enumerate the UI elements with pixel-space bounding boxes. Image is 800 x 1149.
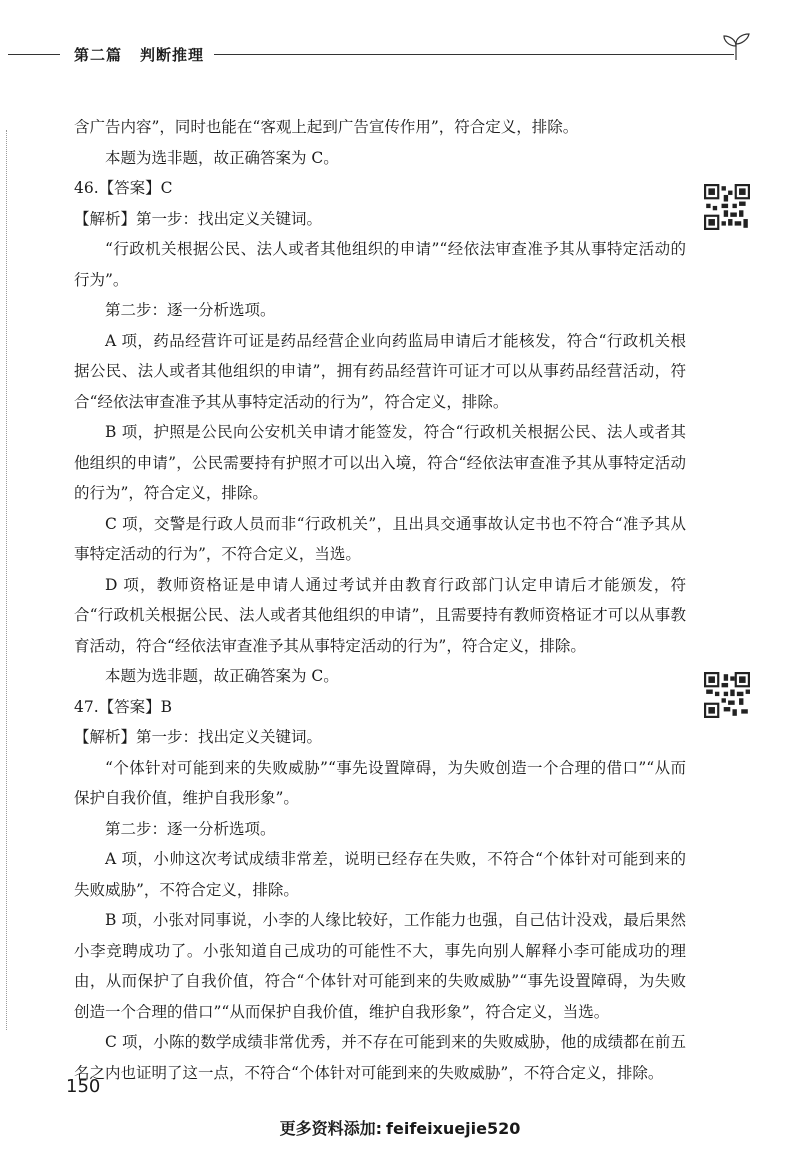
chapter-title: 判断推理: [140, 46, 205, 64]
paragraph: “行政机关根据公民、法人或者其他组织的申请”“经依法审查准予其从事特定活动的行为”。: [74, 240, 686, 289]
running-header: [0, 38, 800, 68]
paragraph: A 项，药品经营许可证是药品经营企业向药监局申请后才能核发，符合“行政机关根据公民、法人或者其他组织的申请”，拥有药品经营许可证才可以从事药品经营活动，符合“经依法审查准予其从事特定活动的行为”，符合定义，排除。: [74, 331, 686, 411]
paragraph: C 项，小陈的数学成绩非常优秀，并不存在可能到来的失败威胁，他的成绩都在前五名之内也证明了这一点，不符合“个体针对可能到来的失败威胁”，不符合定义，排除。: [74, 1033, 686, 1082]
header-rule-left: [8, 54, 60, 55]
paragraph: 47.【答案】B: [74, 697, 173, 716]
footer-handle: feifeixuejie520: [386, 1119, 521, 1138]
paragraph: B 项，护照是公民向公安机关申请才能签发，符合“行政机关根据公民、法人或者其他组织的申请”，公民需要持有护照才可以出入境，符合“经依法审查准予其从事特定活动的行为”，符合定义，排除。: [74, 423, 686, 502]
header-rule-right: [214, 54, 734, 55]
paragraph: A 项，小帅这次考试成绩非常差，说明已经存在失败，不符合“个体针对可能到来的失败威胁”，不符合定义，排除。: [74, 850, 686, 899]
paragraph: “个体针对可能到来的失败威胁”“事先设置障碍，为失败创造一个合理的借口”“从而保护自我价值，维护自我形象”。: [74, 758, 686, 807]
answer-explanations: [74, 112, 686, 1088]
paragraph: 含广告内容”，同时也能在“客观上起到广告宣传作用”，符合定义，排除。: [74, 118, 579, 136]
qr-code-icon[interactable]: [704, 672, 750, 718]
paragraph: C 项，交警是行政人员而非“行政机关”，且出具交通事故认定书也不符合“准予其从事特定活动的行为”，不符合定义，当选。: [74, 514, 686, 563]
binding-margin: [6, 130, 9, 1030]
paragraph: B 项，小张对同事说，小李的人缘比较好，工作能力也强，自己估计没戏，最后果然小李竞聘成功了。小张知道自己成功的可能性不大，事先向别人解释小李可能成功的理由，从而保护了自我价值，符合“个体针对可能到来的失败威胁”“事先设置障碍，为失败创造一个合理的借口”“从而保护自我价值，维护自我形象”，符合定义，当选。: [74, 911, 686, 1021]
sprout-icon: [718, 32, 754, 62]
paragraph: D 项，教师资格证是申请人通过考试并由教育行政部门认定申请后才能颁发，符合“行政机关根据公民、法人或者其他组织的申请”，且需要持有教师资格证才可以从事教育活动，符合“经依法审查准予其从事特定活动的行为”，符合定义，排除。: [74, 575, 686, 655]
page-number: 150: [66, 1076, 101, 1097]
paragraph: 本题为选非题，故正确答案为 C。: [105, 148, 339, 167]
qr-code-icon[interactable]: [704, 184, 750, 230]
paragraph: 【解析】第一步：找出定义关键词。: [74, 209, 323, 228]
paragraph: 本题为选非题，故正确答案为 C。: [105, 667, 339, 685]
paragraph: 【解析】第一步：找出定义关键词。: [74, 728, 323, 746]
paragraph: 第二步：逐一分析选项。: [105, 301, 276, 319]
footer-note: [0, 1116, 800, 1139]
paragraph: 第二步：逐一分析选项。: [105, 819, 276, 838]
section-title: 第二篇: [74, 46, 123, 64]
paragraph: 46.【答案】C: [74, 179, 173, 197]
footer-label: 更多资料添加:: [279, 1119, 383, 1138]
